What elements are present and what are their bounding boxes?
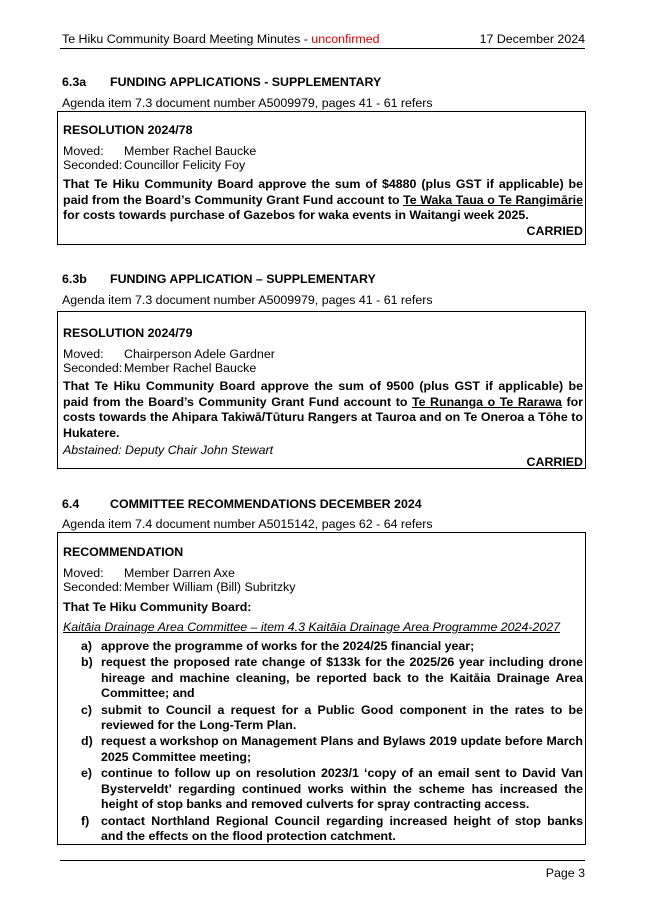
- resolution-b-moved: [63, 347, 275, 361]
- resolution-a-text: [63, 177, 583, 224]
- section-c-title: COMMITTEE RECOMMENDATIONS DECEMBER 2024: [110, 497, 422, 511]
- resolution-b-text: [63, 379, 583, 441]
- list-item-text: continue to follow up on resolution 2023/1 ‘copy of an email sent to David Van Bysterveldt’ regarding continued works within the scheme has increased the height of stop banks and removed culverts for spray contracting access.: [101, 766, 583, 812]
- seconded-value: Councillor Felicity Foy: [124, 158, 246, 172]
- list-item: [81, 639, 583, 655]
- resolution-b-seconded: [63, 361, 256, 375]
- section-c-heading: [62, 497, 422, 511]
- resolution-a-title: RESOLUTION 2024/78: [63, 123, 193, 137]
- moved-value: Member Darren Axe: [124, 566, 235, 580]
- moved-value: Chairperson Adele Gardner: [124, 347, 275, 361]
- list-item-letter: c): [81, 702, 93, 717]
- moved-label: Moved:: [63, 144, 104, 158]
- resolution-b-recipient: Te Runanga o Te Rarawa: [411, 394, 562, 409]
- seconded-label: Seconded:: [63, 361, 123, 375]
- list-item-text: request the proposed rate change of $133k for the 2025/26 year including drone hireage and machine cleaning, be reported back to the Kaitāia Drainage Area Committee; and: [101, 655, 583, 701]
- resolution-box-a: [57, 111, 586, 245]
- list-item-letter: f): [81, 813, 90, 828]
- list-item: [81, 734, 583, 765]
- section-a-number: 6.3a: [62, 75, 87, 89]
- seconded-label: Seconded:: [63, 580, 123, 594]
- recommendation-title: RECOMMENDATION: [63, 545, 184, 559]
- header-title: [62, 32, 379, 46]
- resolution-a-outcome: CARRIED: [526, 224, 583, 238]
- moved-label: Moved:: [63, 347, 104, 361]
- resolution-a-text-before: That Te Hiku Community Board approve the sum of $4880 (plus GST if applicable) be paid from the Board’s Community Grant Fund account to: [63, 177, 583, 207]
- seconded-value: Member William (Bill) Subritzky: [124, 580, 296, 594]
- list-item-text: contact Northland Regional Council regarding increased height of stop banks and the effects on the flood protection catchment.: [101, 813, 583, 844]
- section-b-heading: [62, 272, 376, 286]
- resolution-b-text-before: That Te Hiku Community Board approve the sum of 9500 (plus GST if applicable) be paid from the Board’s Community Grant Fund account to: [63, 379, 583, 409]
- list-item-letter: d): [81, 734, 93, 749]
- section-a-heading: [62, 75, 381, 89]
- list-item-letter: e): [81, 766, 93, 781]
- recommendation-seconded: [63, 580, 295, 594]
- recommendation-moved: [63, 566, 235, 580]
- page-number: Page 3: [545, 866, 585, 880]
- seconded-label: Seconded:: [63, 158, 123, 172]
- recommendation-list: [81, 639, 583, 845]
- list-item: [81, 766, 583, 813]
- section-a-title: FUNDING APPLICATIONS - SUPPLEMENTARY: [110, 75, 382, 89]
- list-item: [81, 703, 583, 734]
- resolution-a-moved: [63, 144, 256, 158]
- recommendation-lead: That Te Hiku Community Board:: [63, 600, 252, 614]
- header-status: unconfirmed: [311, 32, 380, 46]
- list-item-letter: b): [81, 655, 93, 670]
- resolution-box-b: [57, 311, 586, 469]
- resolution-a-recipient: Te Waka Taua o Te Rangimārie: [403, 192, 583, 207]
- header-title-text: Te Hiku Community Board Meeting Minutes -: [62, 32, 312, 46]
- section-c-number: 6.4: [62, 497, 80, 511]
- resolution-b-abstained: Abstained: Deputy Chair John Stewart: [63, 443, 274, 457]
- resolution-a-text-after: for costs towards purchase of Gazebos for waka events in Waitangi week 2025.: [63, 208, 529, 222]
- list-item-letter: a): [81, 639, 93, 653]
- list-item: [81, 814, 583, 845]
- resolution-a-seconded: [63, 158, 245, 172]
- section-b-agenda: Agenda item 7.3 document number A5009979, pages 41 - 61 refers: [62, 293, 433, 307]
- section-c-agenda: Agenda item 7.4 document number A5015142, pages 62 - 64 refers: [62, 517, 433, 531]
- resolution-b-text-after: for costs towards the Ahipara Takiwā/Tūturu Rangers at Tauroa and on Te Oneroa a Tōhe to Hukatere.: [63, 394, 583, 440]
- footer-rule: [60, 860, 585, 861]
- list-item-text: submit to Council a request for a Public Good component in the rates to be reviewed for the Long-Term Plan.: [101, 702, 583, 733]
- section-b-number: 6.3b: [62, 272, 87, 286]
- section-a-agenda: Agenda item 7.3 document number A5009979, pages 41 - 61 refers: [62, 96, 433, 110]
- resolution-b-title: RESOLUTION 2024/79: [63, 326, 193, 340]
- section-b-title: FUNDING APPLICATION – SUPPLEMENTARY: [110, 272, 376, 286]
- recommendation-box: [57, 532, 586, 845]
- list-item: [81, 655, 583, 702]
- list-item-text: approve the programme of works for the 2024/25 financial year;: [101, 639, 475, 653]
- page-header: [60, 30, 585, 49]
- list-item-text: request a workshop on Management Plans and Bylaws 2019 update before March 2025 Committee meeting;: [101, 734, 583, 764]
- moved-value: Member Rachel Baucke: [124, 144, 257, 158]
- seconded-value: Member Rachel Baucke: [124, 361, 257, 375]
- header-date: 17 December 2024: [479, 32, 585, 46]
- recommendation-subheading: Kaitāia Drainage Area Committee – item 4.3 Kaitāia Drainage Area Programme 2024-2027: [63, 620, 561, 634]
- moved-label: Moved:: [63, 566, 104, 580]
- resolution-b-outcome: CARRIED: [526, 455, 583, 469]
